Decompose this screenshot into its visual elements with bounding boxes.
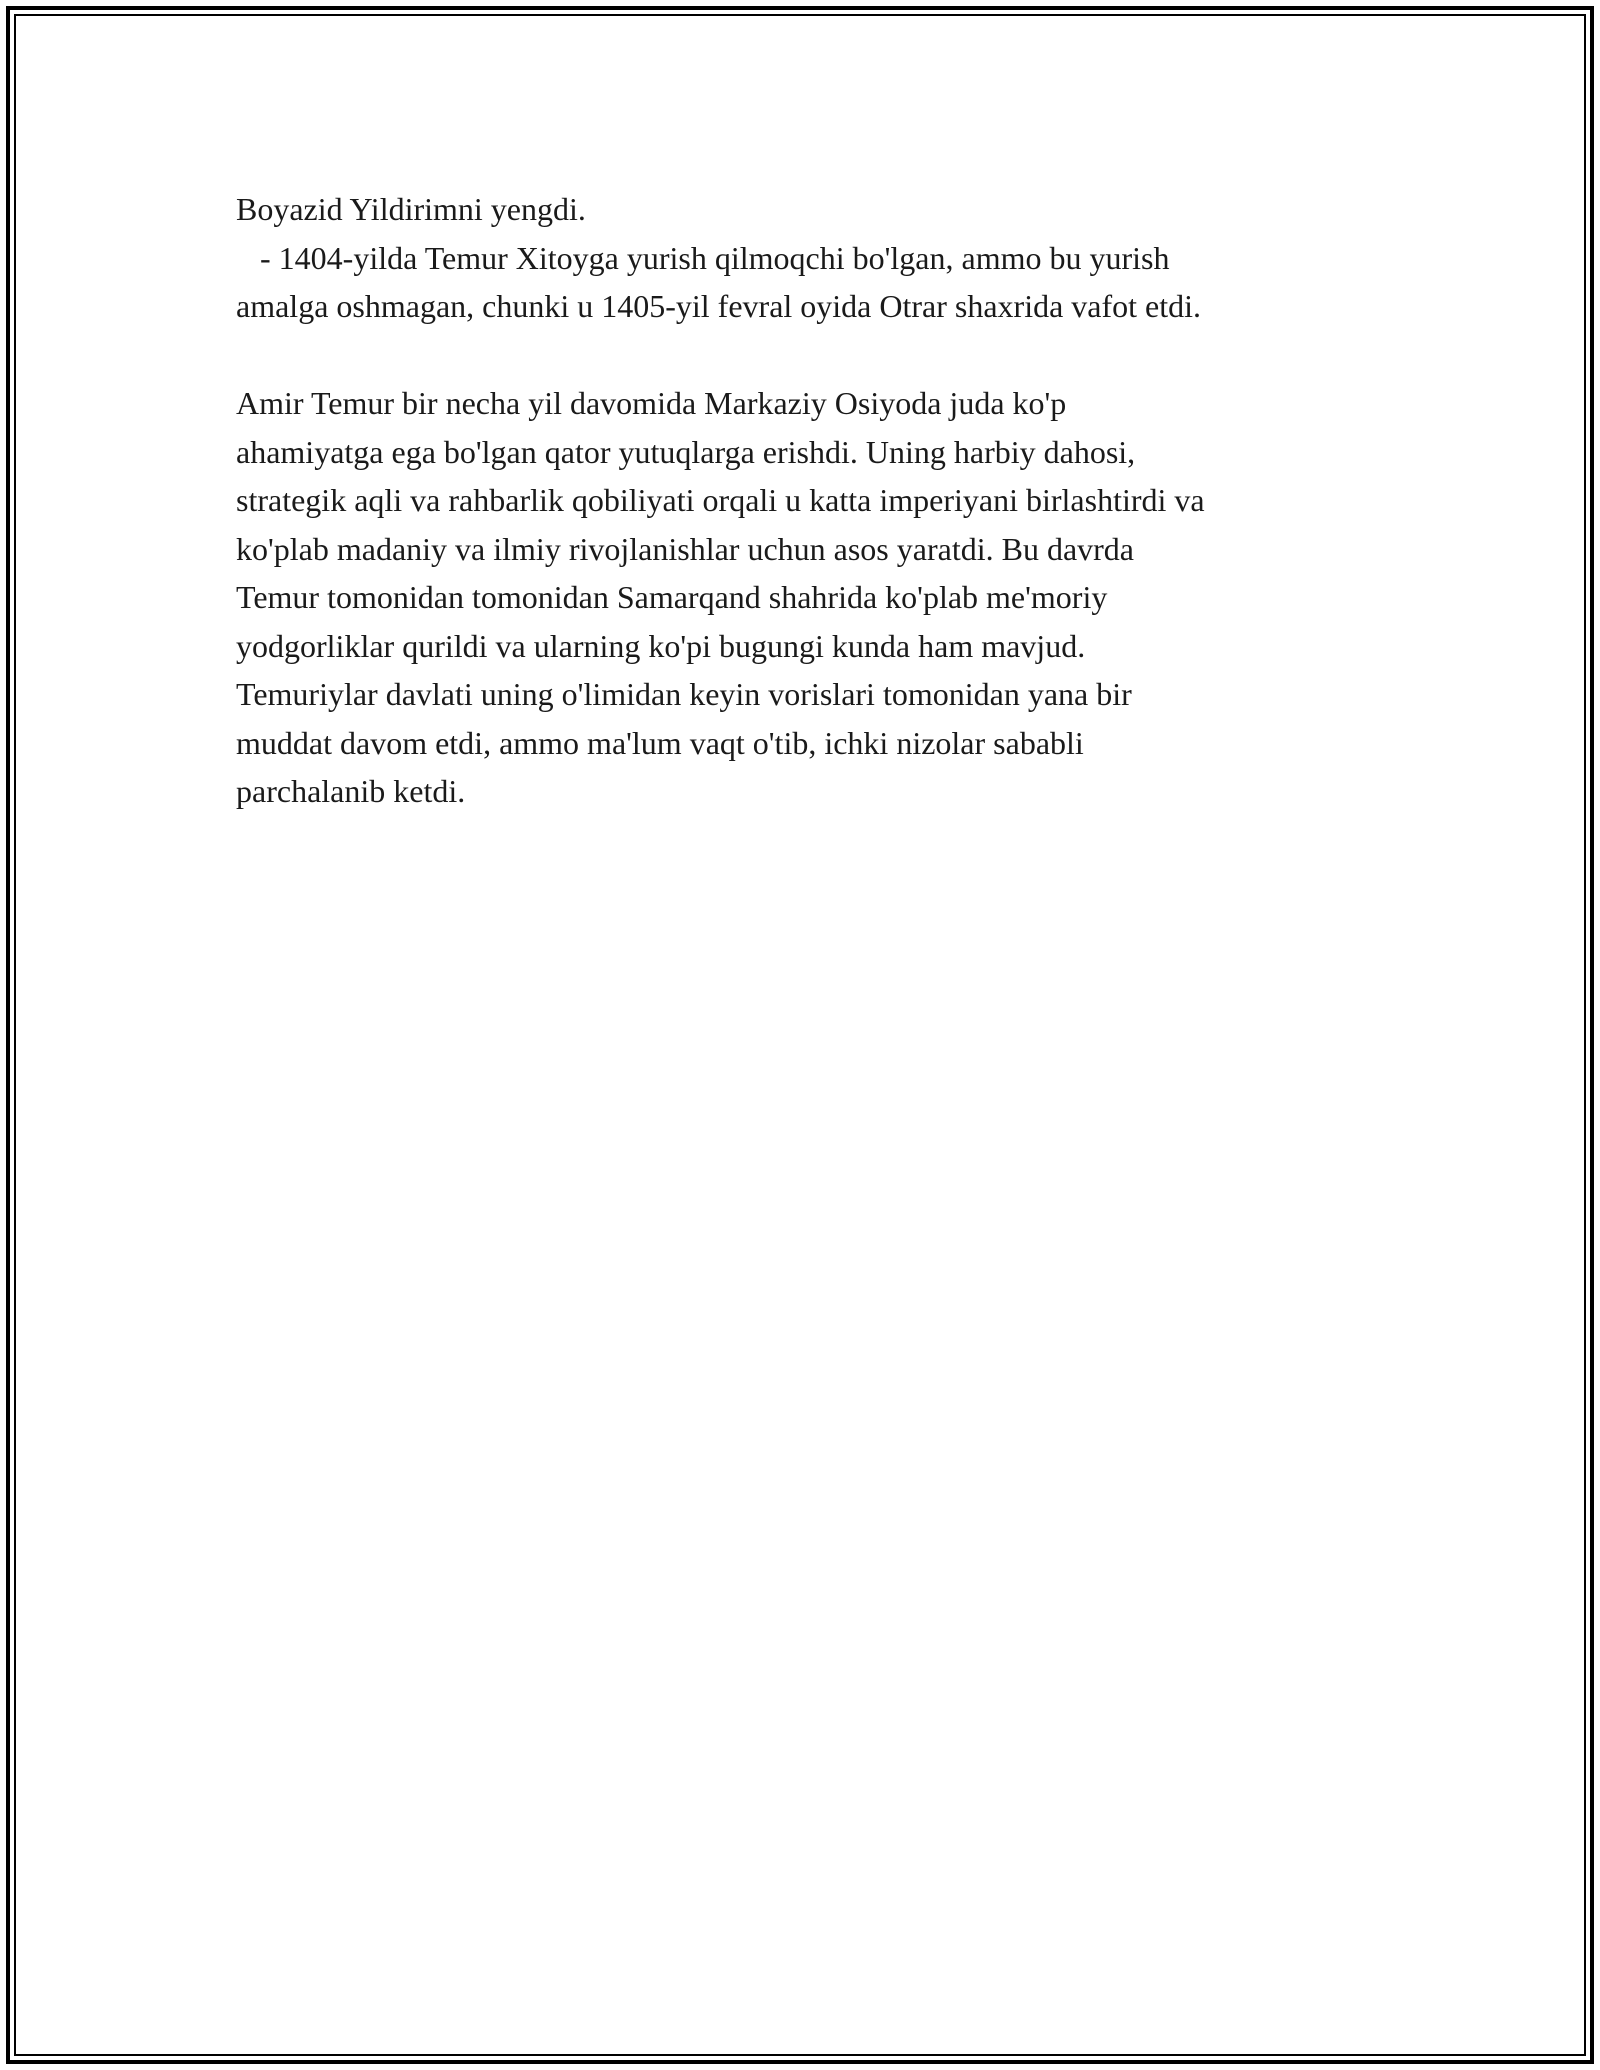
document-body: [236, 185, 1386, 816]
text-line: ahamiyatga ega bo'lgan qator yutuqlarga erishdi. Uning harbiy dahosi,: [236, 433, 1136, 470]
text-line: - 1404-yilda Temur Xitoyga yurish qilmoqchi bo'lgan, ammo bu yurish: [236, 239, 1170, 276]
text-line: Temur tomonidan tomonidan Samarqand shahrida ko'plab me'moriy: [236, 579, 1108, 615]
text-line: amalga oshmagan, chunki u 1405-yil fevral oyida Otrar shaxrida vafot etdi.: [236, 288, 1202, 324]
paragraph-1: [236, 185, 1386, 331]
text-line: muddat davom etdi, ammo ma'lum vaqt o'tib, ichki nizolar sababli: [236, 724, 1084, 761]
text-line: Amir Temur bir necha yil davomida Markaziy Osiyoda juda ko'p: [236, 385, 1067, 421]
text-line: parchalanib ketdi.: [236, 773, 466, 809]
text-line: Boyazid Yildirimni yengdi.: [236, 191, 586, 227]
text-line: yodgorliklar qurildi va ularning ko'pi bugungi kunda ham mavjud.: [236, 627, 1086, 664]
paragraph-spacer: [236, 331, 1386, 380]
text-line: ko'plab madaniy va ilmiy rivojlanishlar uchun asos yaratdi. Bu davrda: [236, 530, 1134, 567]
text-line: Temuriylar davlati uning o'limidan keyin vorislari tomonidan yana bir: [236, 676, 1132, 712]
text-line: strategik aqli va rahbarlik qobiliyati orqali u katta imperiyani birlashtirdi va: [236, 482, 1205, 518]
paragraph-2: [236, 379, 1386, 816]
